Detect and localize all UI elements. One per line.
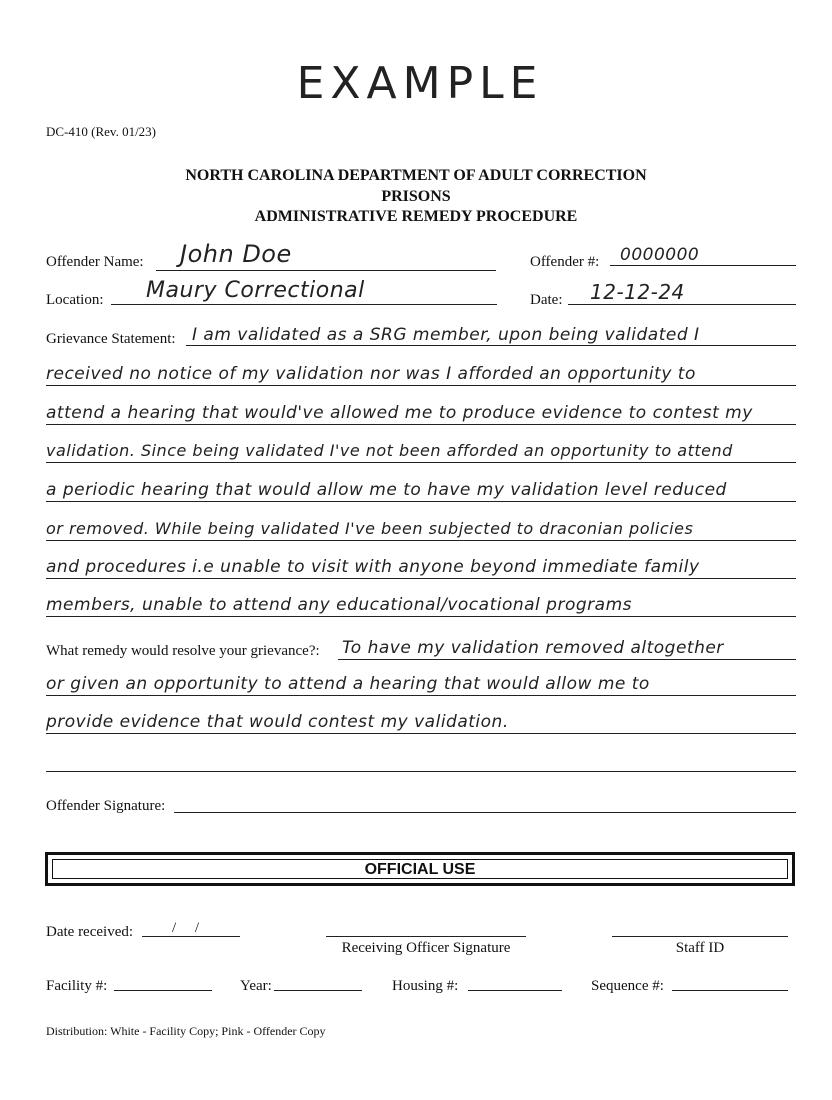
- location-label: Location:: [46, 292, 104, 308]
- grievance-text-5: a periodic hearing that would allow me to have my validation level reduced: [46, 480, 727, 500]
- remedy-text-2: or given an opportunity to attend a hearing that would allow me to: [46, 674, 650, 694]
- grievance-line-5[interactable]: [46, 501, 796, 502]
- grievance-text-8: members, unable to attend any educational/vocational programs: [46, 595, 632, 615]
- offender-number-value: 0000000: [620, 245, 700, 265]
- location-line[interactable]: [111, 304, 497, 305]
- grievance-text-2: received no notice of my validation nor was I afforded an opportunity to: [46, 364, 696, 384]
- offender-number-line[interactable]: [610, 265, 796, 266]
- year-line[interactable]: [274, 990, 362, 991]
- offender-name-label: Offender Name:: [46, 254, 144, 270]
- signature-line[interactable]: [174, 812, 796, 813]
- remedy-line-1[interactable]: [338, 659, 796, 660]
- staff-id-label: Staff ID: [675, 940, 725, 956]
- agency-heading: NORTH CAROLINA DEPARTMENT OF ADULT CORRECTION: [185, 167, 647, 184]
- distribution-note: Distribution: White - Facility Copy; Pink - Offender Copy: [46, 1024, 326, 1038]
- sequence-label: Sequence #:: [591, 978, 664, 994]
- offender-name-value: John Doe: [180, 240, 292, 268]
- staff-id-line[interactable]: [612, 936, 788, 937]
- date-received-value: / /: [172, 920, 200, 936]
- remedy-text-1: To have my validation removed altogether: [342, 638, 724, 658]
- receiving-officer-label: Receiving Officer Signature: [341, 940, 511, 956]
- signature-label: Offender Signature:: [46, 798, 166, 814]
- grievance-line-1[interactable]: [186, 345, 796, 346]
- grievance-line-2[interactable]: [46, 385, 796, 386]
- year-label: Year:: [240, 978, 272, 994]
- offender-number-label: Offender #:: [530, 254, 600, 270]
- grievance-text-3: attend a hearing that would've allowed me to produce evidence to contest my: [46, 403, 753, 423]
- grievance-line-8[interactable]: [46, 616, 796, 617]
- date-label: Date:: [530, 292, 563, 308]
- grievance-text-1: I am validated as a SRG member, upon being validated I: [192, 325, 700, 345]
- grievance-line-6[interactable]: [46, 540, 796, 541]
- grievance-line-4[interactable]: [46, 462, 796, 463]
- grievance-line-3[interactable]: [46, 424, 796, 425]
- receiving-officer-line[interactable]: [326, 936, 526, 937]
- grievance-text-4: validation. Since being validated I've not been afforded an opportunity to attend: [46, 441, 733, 460]
- official-use-title: OFFICIAL USE: [364, 861, 476, 878]
- location-value: Maury Correctional: [146, 278, 365, 303]
- housing-line[interactable]: [468, 990, 562, 991]
- division-heading: PRISONS: [381, 188, 451, 205]
- remedy-line-3[interactable]: [46, 733, 796, 734]
- sequence-line[interactable]: [672, 990, 788, 991]
- grievance-label: Grievance Statement:: [46, 331, 176, 347]
- offender-name-line[interactable]: [156, 270, 496, 271]
- remedy-text-3: provide evidence that would contest my validation.: [46, 712, 509, 732]
- form-number: DC-410 (Rev. 01/23): [46, 124, 157, 139]
- date-line[interactable]: [568, 304, 796, 305]
- date-value: 12-12-24: [590, 280, 685, 304]
- official-use-banner: [45, 852, 795, 886]
- grievance-text-6: or removed. While being validated I've been subjected to draconian policies: [46, 519, 694, 538]
- date-received-label: Date received:: [46, 924, 134, 940]
- grievance-line-7[interactable]: [46, 578, 796, 579]
- example-watermark: EXAMPLE: [296, 58, 544, 109]
- housing-label: Housing #:: [392, 978, 459, 994]
- facility-line[interactable]: [114, 990, 212, 991]
- remedy-label: What remedy would resolve your grievance?:: [46, 643, 320, 659]
- facility-label: Facility #:: [46, 978, 108, 994]
- remedy-line-2[interactable]: [46, 695, 796, 696]
- grievance-text-7: and procedures i.e unable to visit with anyone beyond immediate family: [46, 557, 700, 577]
- remedy-line-4[interactable]: [46, 771, 796, 772]
- form-title: ADMINISTRATIVE REMEDY PROCEDURE: [254, 208, 578, 225]
